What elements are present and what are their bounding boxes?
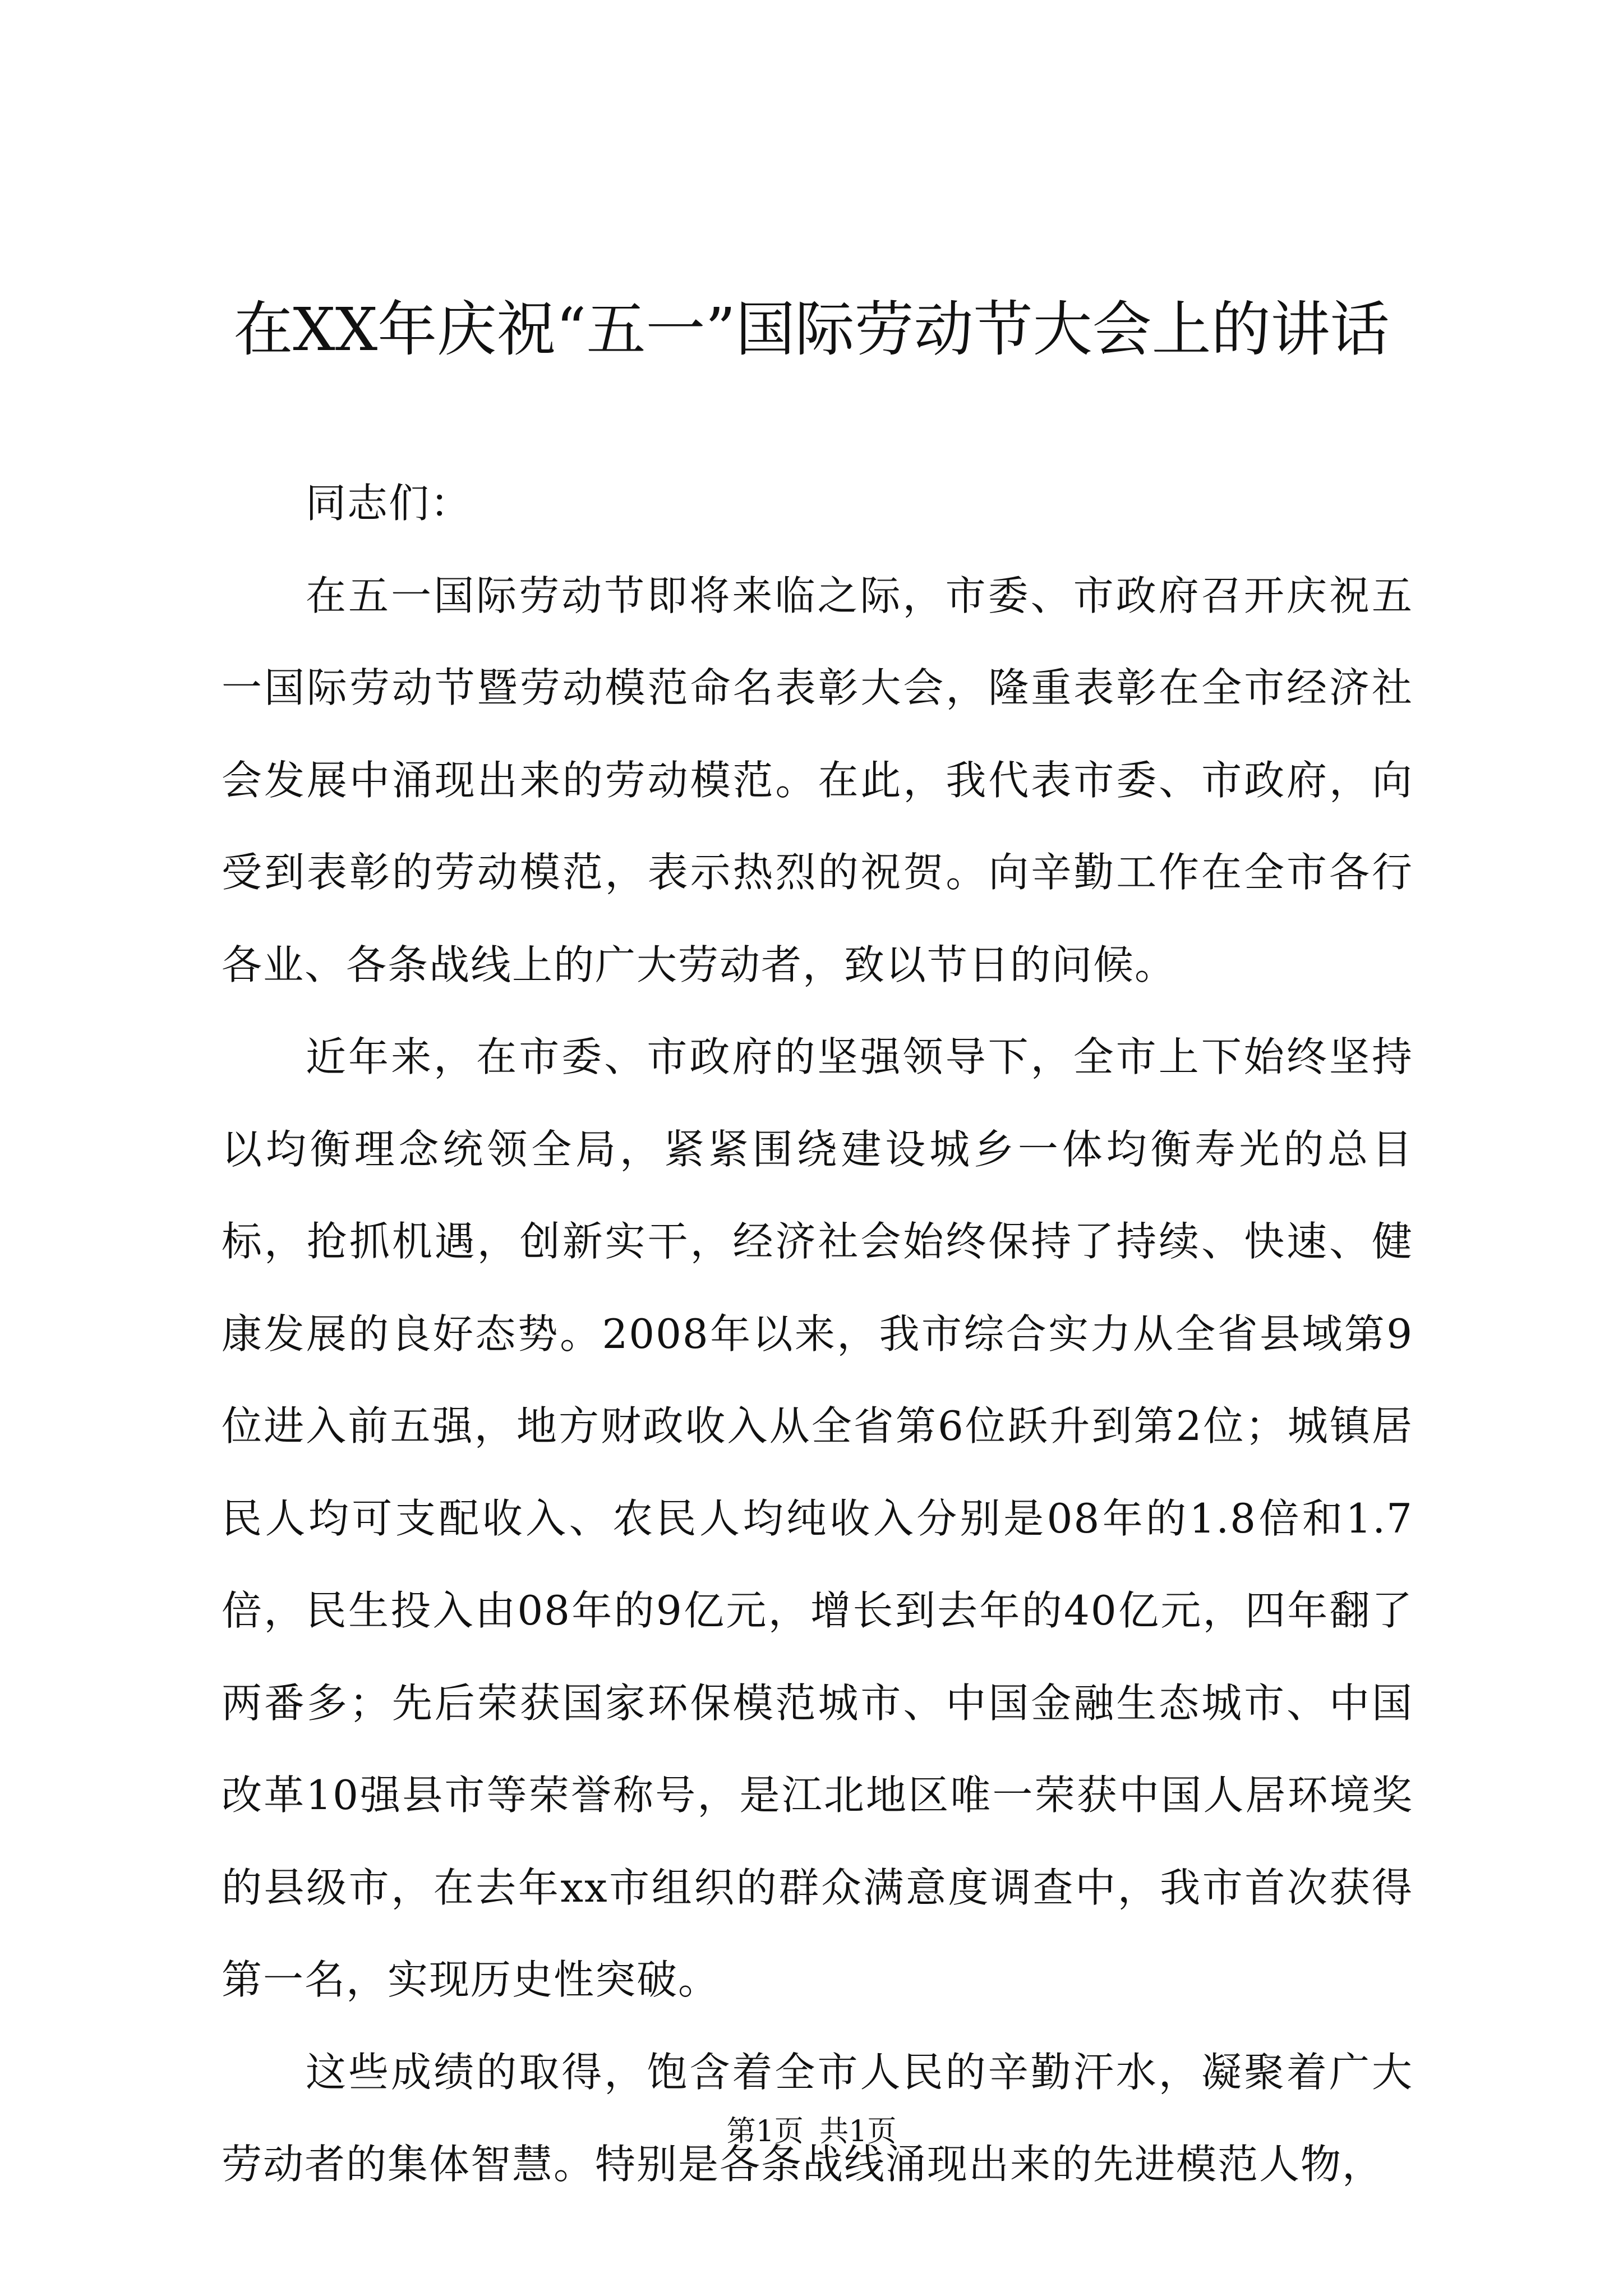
body-paragraph: 近年来，在市委、市政府的坚强领导下，全市上下始终坚持以均衡理念统领全局，紧紧围绕建设城乡一体均衡寿光的总目标，抢抓机遇，创新实干，经济社会始终保持了持续、快速、健康发展的良好态势。2008年以来，我市综合实力从全省县域第9位进入前五强，地方财政收入从全省第6位跃升到第2位；城镇居民人均可支配收入、农民人均纯收入分别是08年的1.8倍和1.7倍，民生投入由08年的9亿元，增长到去年的40亿元，四年翻了两番多；先后荣获国家环保模范城市、中国金融生态城市、中国改革10强县市等荣誉称号，是江北地区唯一荣获中国人居环境奖的县级市，在去年xx市组织的群众满意度调查中，我市首次获得第一名，实现历史性突破。 (222, 1033, 1413, 2003)
body-paragraph: 在五一国际劳动节即将来临之际，市委、市政府召开庆祝五一国际劳动节暨劳动模范命名表彰大会，隆重表彰在全市经济社会发展中涌现出来的劳动模范。在此，我代表市委、市政府，向受到表彰的劳动模范，表示热烈的祝贺。向辛勤工作在全市各行各业、各条战线上的广大劳动者，致以节日的问候。 (222, 572, 1413, 988)
page-number-footer: 第1页 共1页 (726, 2115, 897, 2148)
document-body (222, 457, 1413, 2211)
salutation-paragraph: 同志们： (306, 480, 472, 527)
body-paragraph: 这些成绩的取得，饱含着全市人民的辛勤汗水，凝聚着广大劳动者的集体智慧。特别是各条战线涌现出来的先进模范人物， (222, 2048, 1413, 2188)
document-title: 在XX年庆祝“五一”国际劳动节大会上的讲话 (233, 295, 1390, 364)
